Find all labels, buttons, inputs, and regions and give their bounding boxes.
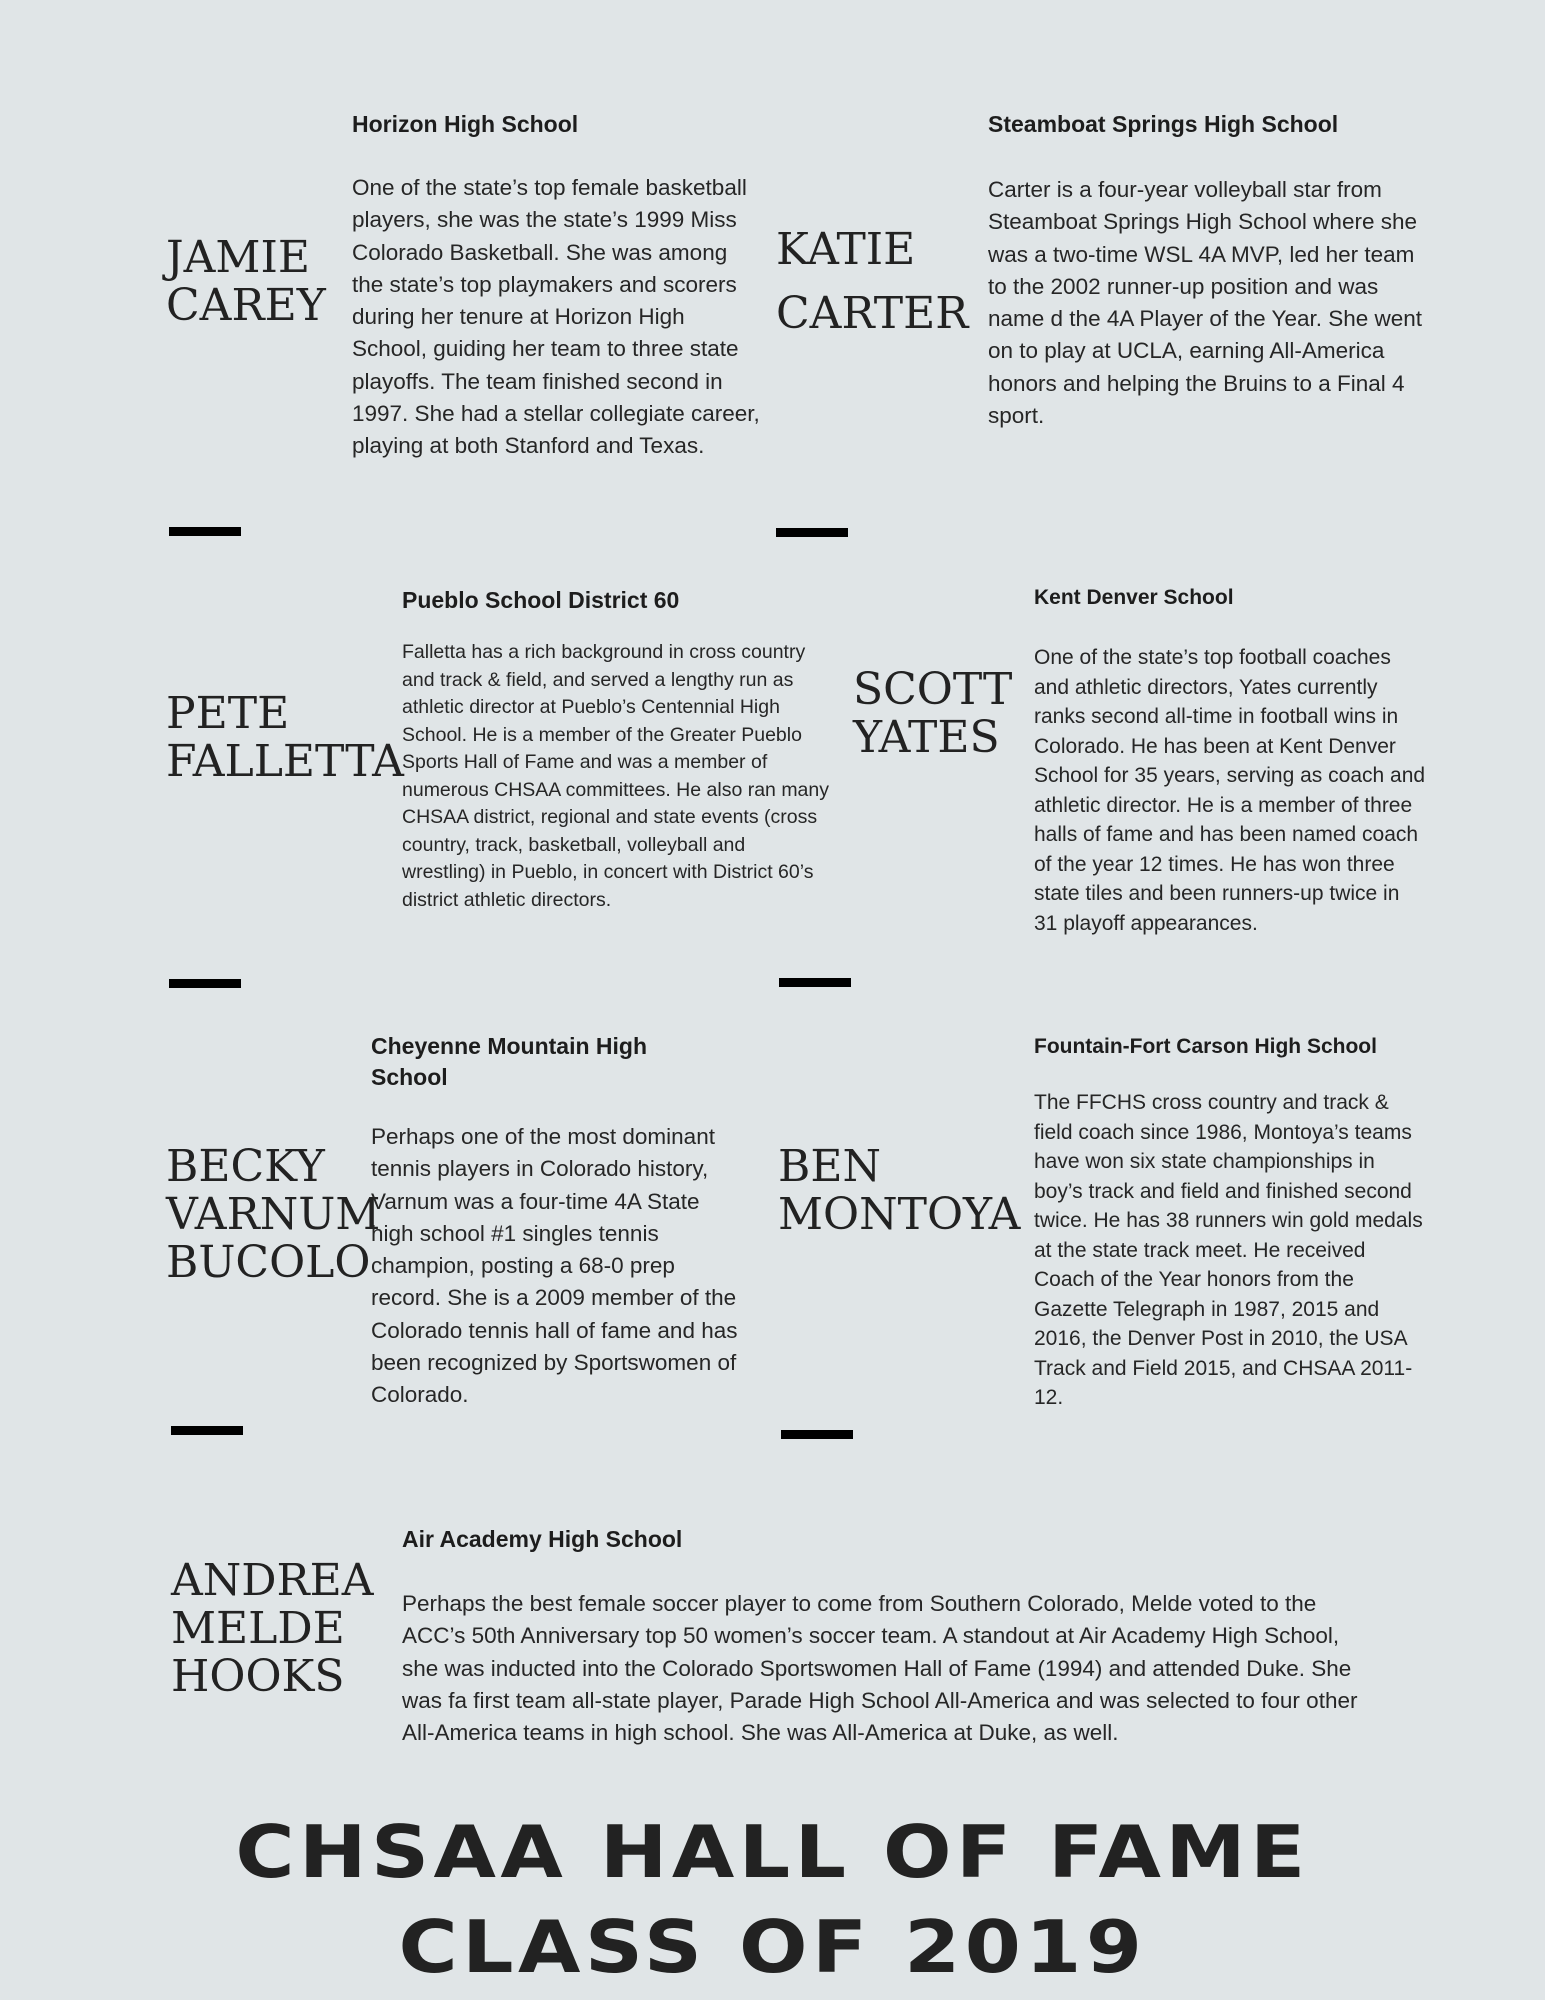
divider-dash: [169, 979, 241, 988]
name-line: BEN: [778, 1141, 881, 1192]
divider-dash: [781, 1430, 853, 1439]
name-line: ANDREA: [171, 1555, 374, 1606]
inductee-school: Pueblo School District 60: [402, 587, 680, 613]
inductee-school: Steamboat Springs High School: [988, 111, 1339, 137]
divider-dash: [779, 978, 851, 987]
name-line: MONTOYA: [778, 1189, 1021, 1240]
inductee-bio: Carter is a four-year volleyball star from Steamboat Springs High School where she was a two-time WSL 4A MVP, led her team to the 2002 runner-up position and was name d the 4A Player of the Year. She went on to play at UCLA, earning All-America honors and helping the Bruins to a Final 4 sport.: [988, 177, 1423, 429]
name-line: VARNUM: [166, 1189, 381, 1240]
inductee-name-jamie-carey: [166, 234, 326, 330]
inductee-bio: Falletta has a rich background in cross country and track & field, and served a lengthy run as athletic director at Pueblo’s Centennial High School. He is a member of the Greater Pueblo Sports Hall of Fame and was a member of numerous CHSAA committees. He also ran many CHSAA district, regional and state events (cross country, track, basketball, volleyball and wrestling) in Pueblo, in concert with District 60’s district athletic directors.: [402, 641, 830, 911]
inductee-name-andrea-melde-hooks: [171, 1557, 374, 1701]
inductee-name-pete-falletta: [166, 690, 404, 786]
inductee-name-ben-montoya: [778, 1143, 1020, 1239]
name-line: CAREY: [166, 280, 326, 331]
name-line: BECKY: [166, 1141, 325, 1192]
page-title-line-1: CHSAA HALL OF FAME: [235, 1810, 1310, 1894]
name-line: YATES: [853, 712, 1000, 763]
divider-dash: [169, 527, 241, 536]
inductee-school: Fountain-Fort Carson High School: [1034, 1035, 1377, 1058]
name-line: FALLETTA: [166, 736, 404, 787]
inductee-school: Cheyenne Mountain High School: [371, 1033, 647, 1090]
inductee-school: Horizon High School: [352, 111, 579, 137]
inductee-bio: Perhaps one of the most dominant tennis players in Colorado history, Varnum was a four-time 4A State high school #1 singles tennis champion, posting a 68-0 prep record. She is a 2009 member of the Colorado tennis hall of fame and has been recognized by Sportswomen of Colorado.: [371, 1124, 738, 1408]
name-line: MELDE: [171, 1603, 345, 1654]
inductee-bio: The FFCHS cross country and track & field coach since 1986, Montoya’s teams have won six state championships in boy’s track and field and finished second twice. He has 38 runners win gold medals at the state track meet. He received Coach of the Year honors from the Gazette Telegraph in 1987, 2015 and 2016, the Denver Post in 2010, the USA Track and Field 2015, and CHSAA 2011-12.: [1034, 1091, 1423, 1409]
name-line: BUCOLO: [166, 1237, 371, 1288]
inductee-name-scott-yates: [853, 666, 1012, 762]
inductee-bio: Perhaps the best female soccer player to come from Southern Colorado, Melde voted to the ACC’s 50th Anniversary top 50 women’s soccer team. A standout at Air Academy High School, she was inducted into the Colorado Sportswomen Hall of Fame (1994) and attended Duke. She was fa first team all-state player, Parade High School All-America and was selected to four other All-America teams in high school. She was All-America at Duke, as well.: [402, 1591, 1358, 1746]
name-line: PETE: [166, 688, 290, 739]
inductee-school: Kent Denver School: [1034, 586, 1234, 609]
name-line: JAMIE: [166, 232, 310, 283]
divider-dash: [776, 528, 848, 537]
page-title-line-2: CLASS OF 2019: [398, 1905, 1147, 1989]
inductee-name-katie-carter: [776, 218, 968, 346]
name-line: HOOKS: [171, 1651, 345, 1702]
inductee-name-becky-varnum-bucolo: [166, 1143, 380, 1287]
name-line: SCOTT: [853, 664, 1013, 715]
name-line: CARTER: [776, 288, 969, 339]
name-line: KATIE: [776, 224, 916, 275]
inductee-bio: One of the state’s top football coaches and athletic directors, Yates currently ranks second all-time in football wins in Colorado. He has been at Kent Denver School for 35 years, serving as coach and athletic director. He is a member of three halls of fame and has been named coach of the year 12 times. He has won three state tiles and been runners-up twice in 31 playoff appearances.: [1034, 646, 1426, 935]
inductee-school: Air Academy High School: [402, 1526, 683, 1552]
inductee-bio: One of the state’s top female basketball players, she was the state’s 1999 Miss Colorado Basketball. She was among the state’s top playmakers and scorers during her tenure at Horizon High School, guiding her team to three state playoffs. The team finished second in 1997. She had a stellar collegiate career, playing at both Stanford and Texas.: [352, 175, 760, 459]
divider-dash: [171, 1426, 243, 1435]
